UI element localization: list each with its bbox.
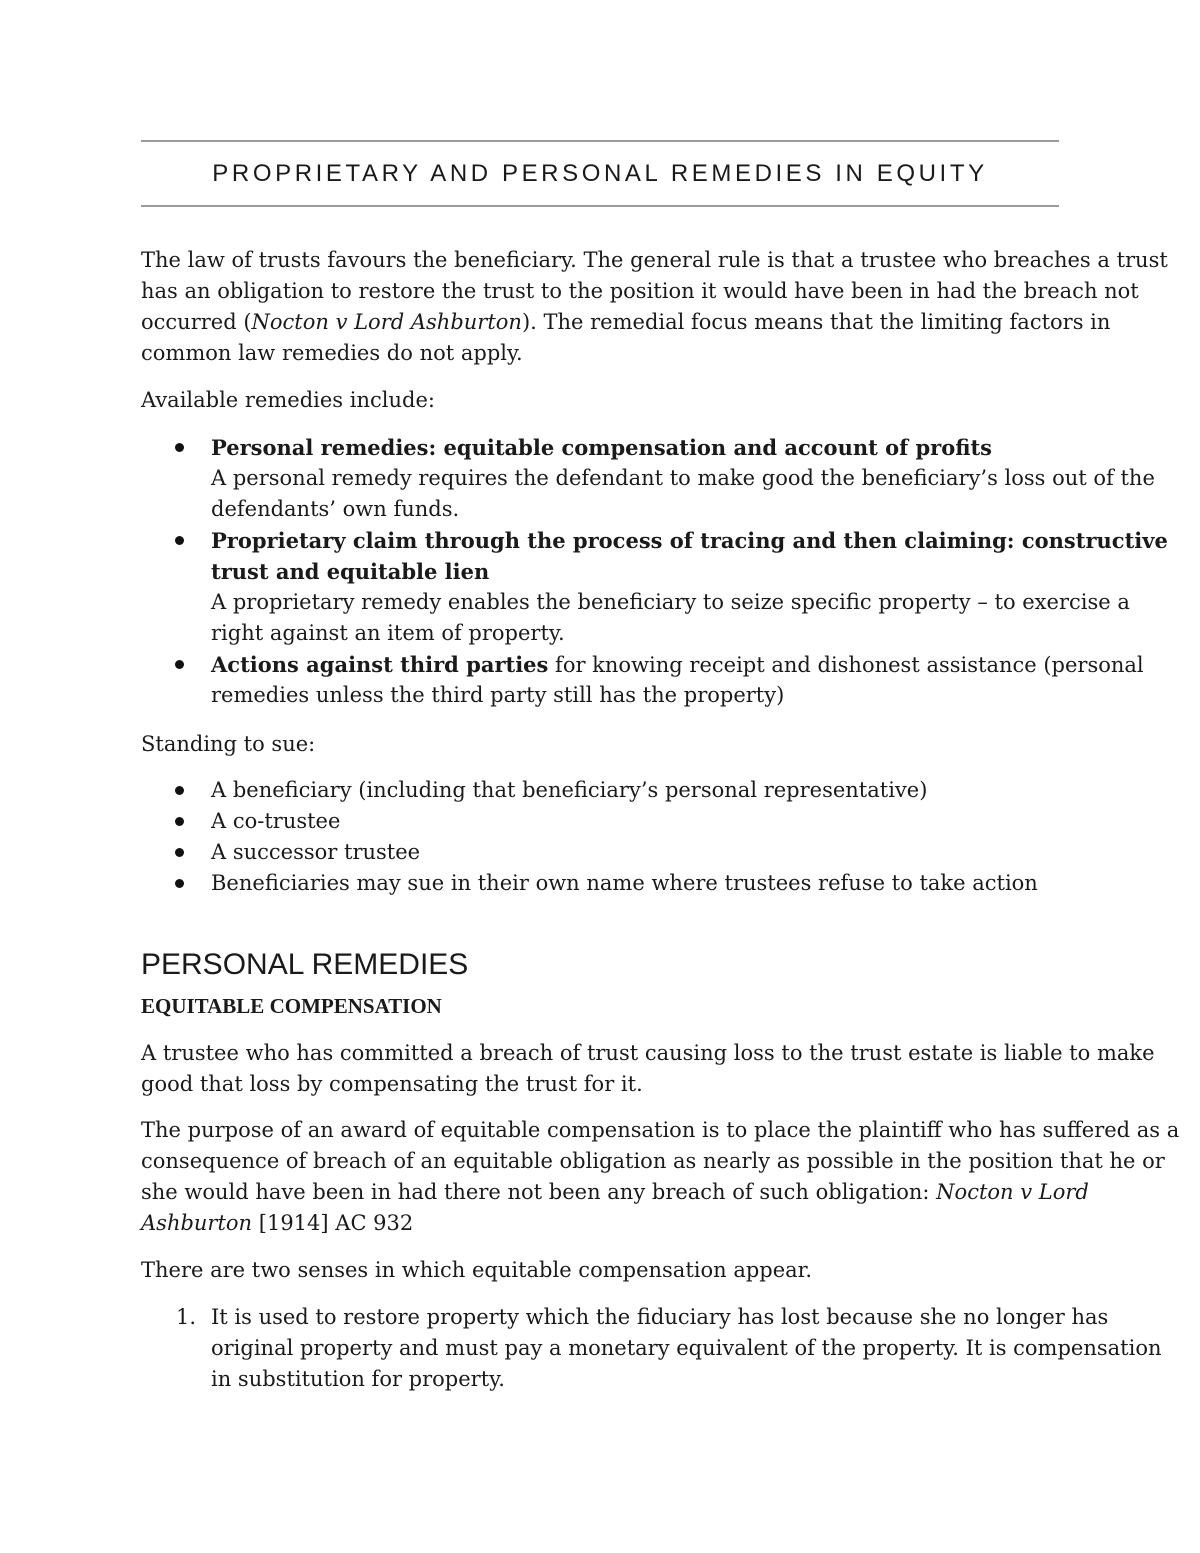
remedy-heading: trust and equitable lien — [211, 559, 490, 584]
text-line: There are two senses in which equitable compensation appear. — [141, 1258, 813, 1282]
case-citation: Ashburton — [141, 1211, 253, 1235]
list-number: 1. — [176, 1305, 197, 1329]
text-line: A trustee who has committed a breach of trust causing loss to the trust estate is liable to make — [141, 1041, 1155, 1065]
text-line: remedies unless the third party still has the property) — [211, 683, 785, 707]
text-line: Standing to sue: — [141, 732, 316, 756]
text-line: in substitution for property. — [211, 1367, 505, 1391]
text-line: A successor trustee — [211, 840, 421, 864]
text-line: A co-trustee — [211, 809, 341, 833]
compensation-paragraph-2 — [141, 1115, 1180, 1239]
text-span: for knowing receipt and dishonest assistance (personal — [548, 653, 1144, 677]
compensation-paragraph-3 — [141, 1255, 1061, 1286]
text-span: [1914] AC 932 — [252, 1211, 414, 1235]
text-line: Beneficiaries may sue in their own name where trustees refuse to take action — [211, 871, 1038, 895]
bullet-icon — [175, 536, 184, 545]
text-line: original property and must pay a monetary equivalent of the property. It is compensation — [211, 1336, 1162, 1360]
text-line: The law of trusts favours the beneficiary. The general rule is that a trustee who breaches a trust — [141, 248, 1168, 272]
text-line: has an obligation to restore the trust to the position it would have been in had the breach not — [141, 279, 1139, 303]
bullet-icon — [175, 786, 184, 795]
standing-label — [141, 729, 1061, 760]
bullet-icon — [175, 848, 184, 857]
text-span: she would have been in had there not been any breach of such obligation: — [141, 1180, 937, 1204]
case-citation: Nocton v Lord — [936, 1180, 1089, 1204]
text-line: consequence of breach of an equitable obligation as nearly as possible in the position that he or — [141, 1149, 1165, 1173]
text-line: It is used to restore property which the fiduciary has lost because she no longer has — [211, 1305, 1109, 1329]
available-remedies-label — [141, 385, 1061, 416]
bullet-icon — [175, 817, 184, 826]
text-line: The purpose of an award of equitable compensation is to place the plaintiff who has suffered as a — [141, 1118, 1180, 1142]
text-line: right against an item of property. — [211, 621, 565, 645]
document-title: PROPRIETARY AND PERSONAL REMEDIES IN EQUITY — [212, 160, 988, 187]
title-banner — [141, 140, 1059, 207]
bullet-icon — [175, 879, 184, 888]
text-line: common law remedies do not apply. — [141, 341, 523, 365]
text-line: Available remedies include: — [141, 388, 435, 412]
text-span: ). The remedial focus means that the limiting factors in — [521, 310, 1111, 334]
remedy-heading: Personal remedies: equitable compensation and account of profits — [211, 435, 993, 460]
remedy-heading: Proprietary claim through the process of tracing and then claiming: constructive — [211, 528, 1168, 553]
subsection-heading: EQUITABLE COMPENSATION — [141, 994, 442, 1018]
text-span: occurred ( — [141, 310, 252, 334]
text-line: A personal remedy requires the defendant to make good the beneficiary’s loss out of the — [211, 466, 1155, 490]
text-line — [141, 1177, 1089, 1208]
text-line: A proprietary remedy enables the beneficiary to seize specific property – to exercise a — [211, 590, 1130, 614]
text-line — [141, 1208, 1061, 1239]
text-line: good that loss by compensating the trust for it. — [141, 1072, 643, 1096]
remedy-heading: Actions against third parties — [211, 652, 549, 677]
bullet-icon — [175, 660, 184, 669]
case-citation: Nocton v Lord Ashburton — [251, 310, 522, 334]
text-line — [141, 307, 1111, 338]
bullet-icon — [175, 443, 184, 452]
text-line: defendants’ own funds. — [211, 497, 460, 521]
text-line: A beneficiary (including that beneficiary’s personal representative) — [211, 778, 928, 802]
intro-paragraph — [141, 245, 1168, 369]
compensation-paragraph-1 — [141, 1038, 1155, 1100]
section-heading: PERSONAL REMEDIES — [141, 948, 469, 981]
